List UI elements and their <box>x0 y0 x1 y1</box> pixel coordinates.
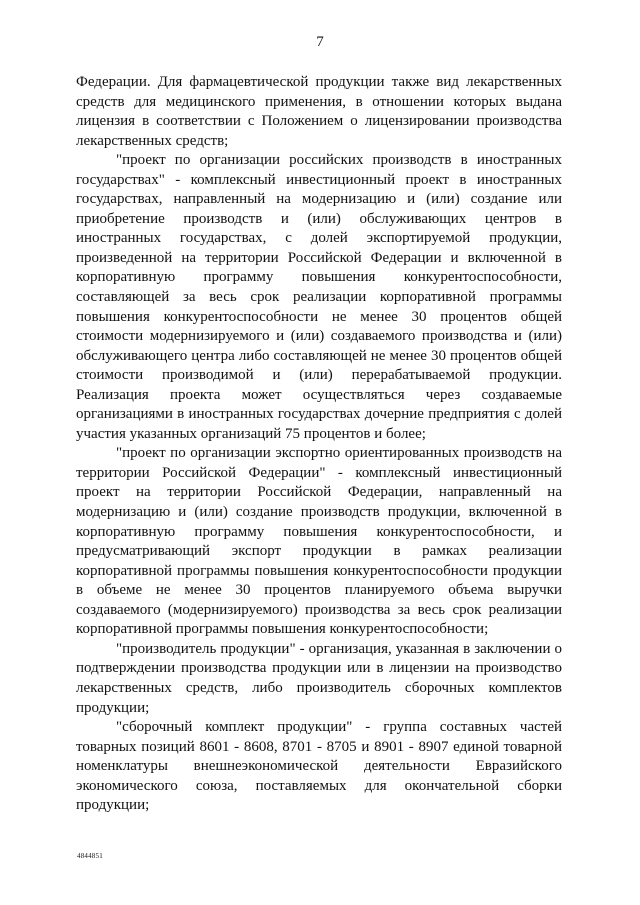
page-number: 7 <box>316 34 324 50</box>
paragraph-definition-foreign-production-project: "проект по организации российских производств в иностранных государствах" - комплексный инвестиционный проект в иностранных государствах, направленный на модернизацию и (или) создание или приобретение производств и (или) обслуживающих центров в иностранных государствах, с долей экспортируемой продукции, произведенной на территории Российской Федерации и включенной в корпоративную программу повышения конкурентоспособности, составляющей за весь срок реализации корпоративной программы повышения конкурентоспособности не менее 30 процентов общей стоимости модернизируемого и (или) создаваемого производства и (или) обслуживающего центра либо составляющей не менее 30 процентов общей стоимости производимой и (или) перерабатываемой продукции. Реализация проекта может осуществляться через создаваемые организациями в иностранных государствах дочерние предприятия с долей участия указанных организаций 75 процентов и более; <box>76 152 562 442</box>
document-code: 4844851 <box>77 852 103 860</box>
paragraph-definition-product-manufacturer: "производитель продукции" - организация, указанная в заключении о подтверждении производства продукции или в лицензии на производство лекарственных средств, либо производитель сборочных комплектов продукции; <box>76 640 562 716</box>
paragraph-continuation: Федерации. Для фармацевтической продукции также вид лекарственных средств для медицинского применения, в отношении которых выдана лицензия в соответствии с Положением о лицензировании производства лекарственных средств; <box>76 74 562 149</box>
document-body <box>76 73 562 816</box>
paragraph-definition-assembly-kit: "сборочный комплект продукции" - группа составных частей товарных позиций 8601 - 8608, 8701 - 8705 и 8901 - 8907 единой товарной номенклатуры внешнеэкономической деятельности Евразийского экономического союза, поставляемых для окончательной сборки продукции; <box>76 719 562 814</box>
paragraph-definition-export-production-project: "проект по организации экспортно ориентированных производств на территории Российской Федерации" - комплексный инвестиционный проект на территории Российской Федерации, направленный на модернизацию и (или) создание производств продукции, включенной в корпоративную программу повышения конкурентоспособности, и предусматривающий экспорт продукции в рамках реализации корпоративной программы повышения конкурентоспособности продукции в объеме не менее 30 процентов планируемого объема выручки создаваемого (модернизируемого) производства за весь срок реализации корпоративной программы повышения конкурентоспособности; <box>76 445 562 638</box>
